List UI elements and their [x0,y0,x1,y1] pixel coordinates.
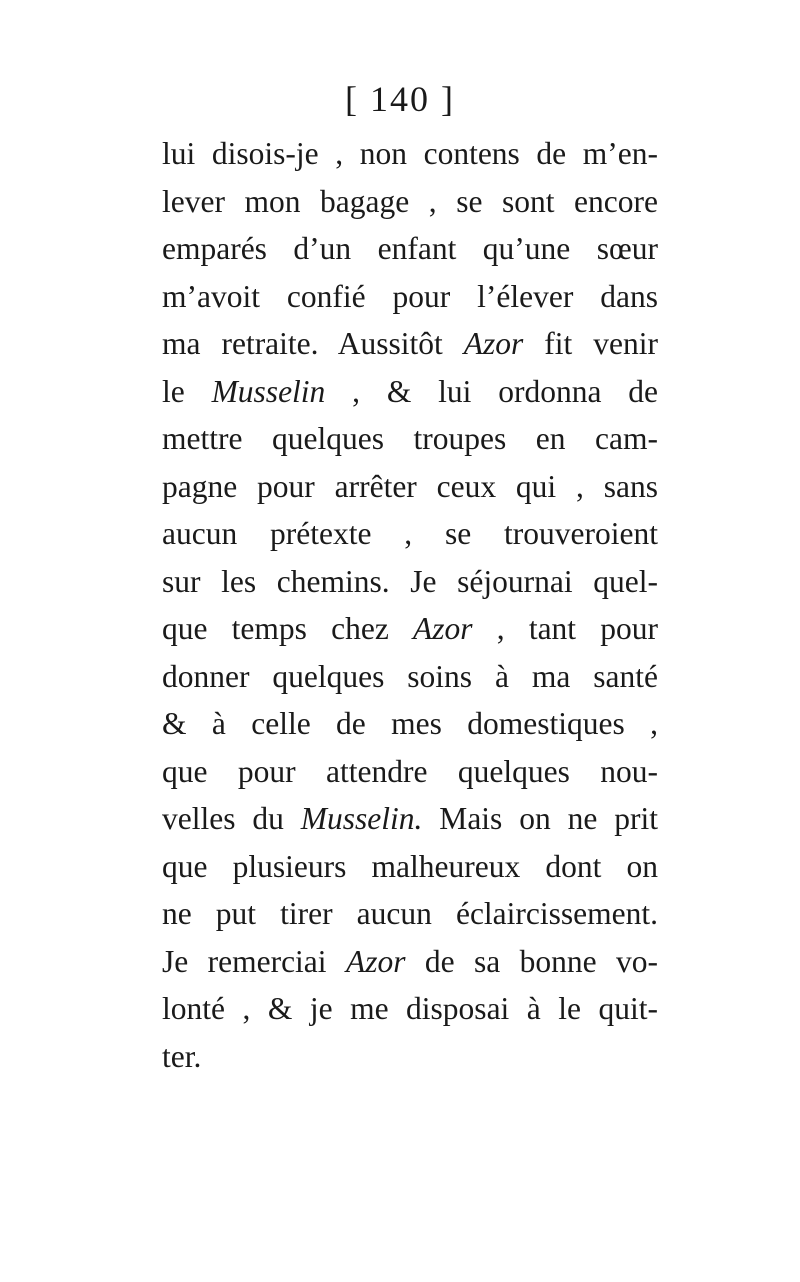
text-line-15-start: velles du [162,801,301,836]
text-line-16: que plusieurs malheureux dont on [162,848,658,884]
name-azor: Azor [463,326,524,361]
text-line-6 [162,368,658,416]
text-line-18 [162,938,658,986]
text-line-11-end: , tant pour [472,611,658,646]
text-line-5 [162,320,658,368]
name-musselin: Musselin [211,373,326,409]
name-musselin: Musselin. [300,801,423,836]
text-line-13: & à celle de mes domestiques , [162,706,658,741]
text-line-15 [162,795,658,843]
name-azor: Azor [413,611,473,646]
text-line-6-start: le [162,373,212,409]
text-line-11 [162,605,658,653]
body-text [162,130,658,1080]
text-line-3: emparés d’un enfant qu’une sœur [162,231,658,266]
text-line-10: sur les chemins. Je séjournai quel- [162,563,658,599]
text-line-17: ne put tirer aucun éclaircissement. [162,896,658,931]
text-line-20: ter. [162,1038,202,1074]
text-line-14: que pour attendre quelques nou- [162,753,658,789]
text-line-6-end: , & lui ordonna de [325,373,658,409]
text-line-15-end: Mais on ne prit [422,801,658,836]
text-line-8: pagne pour arrêter ceux qui , sans [162,468,658,504]
page-number: [ 140 ] [345,79,455,119]
text-line-1: lui disois-je , non contens de m’en- [162,136,658,171]
text-line-11-start: que temps chez [162,611,414,646]
text-line-5-start: ma retraite. Aussitôt [162,326,464,361]
text-line-9: aucun prétexte , se trouveroient [162,516,658,551]
text-line-2: lever mon bagage , se sont encore [162,183,658,219]
text-line-18-end: de sa bonne vo- [405,943,658,979]
text-line-18-start: Je remerciai [162,943,346,979]
name-azor: Azor [345,943,406,979]
text-line-4: m’avoit confié pour l’élever dans [162,278,658,314]
text-line-7: mettre quelques troupes en cam- [162,421,658,456]
text-line-19: lonté , & je me disposai à le quit- [162,991,658,1026]
text-line-5-end: fit venir [523,326,658,361]
text-line-12: donner quelques soins à ma santé [162,658,658,694]
